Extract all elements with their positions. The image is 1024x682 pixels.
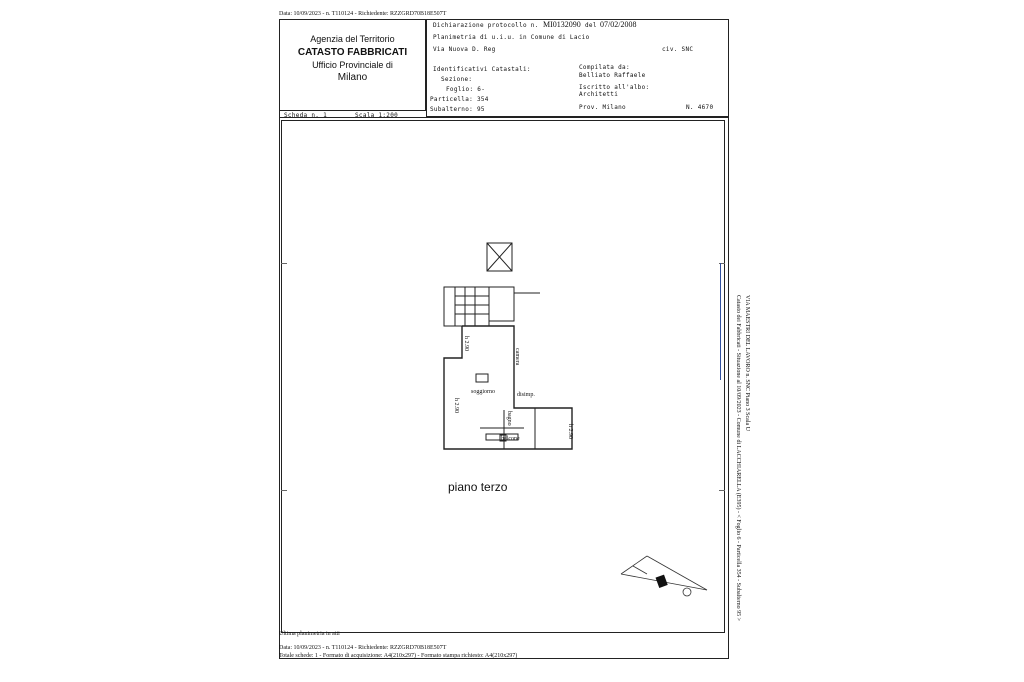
scheda-scale: Scala 1:200 [355, 112, 399, 119]
stairs [444, 287, 489, 326]
compilata-name: Belliato Raffaele [579, 72, 646, 79]
scheda-label: Scheda n. 1 [284, 112, 328, 119]
dim-top: h 2.90 [463, 336, 469, 351]
footer-line-2: Totale schede: 1 - Formato di acquisizione: A4(210x297) - Formato stampa richiesto: A4(210x297) [279, 653, 518, 659]
agency-ufficio: Ufficio Provinciale di [312, 60, 393, 70]
foglio: Foglio: 6- [446, 86, 486, 93]
address: Via Nuova D. Reg [433, 46, 496, 53]
agency-city: Milano [337, 72, 368, 83]
protocol-date-label: del [585, 22, 597, 29]
plan-line: Planimetria di u.i.u. in Comune di Lacio [433, 34, 590, 41]
side-text-line-2: VIA MAESTRI DEL LAVORO n. SNC Piano 3 Scala U [744, 295, 750, 431]
protocol-number: MI0132090 [543, 20, 581, 29]
room-soggiorno: soggiorno [471, 389, 495, 395]
room-camera: camera [514, 348, 520, 366]
footer-line-1: Data: 10/09/2023 - n. T110124 - Richiedente: RZZGRD70B18E507T [279, 645, 447, 651]
floor-label: piano terzo [448, 480, 508, 494]
room-balcone: balcone [501, 436, 520, 442]
room-disimp: disimp. [517, 392, 535, 398]
subalterno: Subalterno: 95 [430, 106, 485, 113]
north-arrow-icon [617, 552, 712, 602]
protocol-date: 07/02/2008 [600, 20, 637, 29]
prov: Prov. Milano [579, 104, 626, 111]
n-number: N. 4670 [686, 104, 714, 111]
dim-left: h 2.90 [453, 398, 459, 413]
particella: Particella: 354 [430, 96, 489, 103]
side-text-line-1: Catasto dei Fabbricati - Situazione al 10/09/2023 - Comune di LACCHIARELLA (E395) - < Foglio 6 - Particella 354 - Subalterno 95 > [735, 295, 741, 622]
civ: civ. SNC [662, 46, 694, 53]
room-bagno: bagno [506, 411, 512, 426]
agency-catasto: CATASTO FABBRICATI [297, 47, 408, 58]
dim-right: h 2.90 [567, 424, 573, 439]
last-plan-note: Ultima planimetria in atti [279, 631, 340, 637]
iscritto-value: Architetti [579, 91, 619, 98]
protocol-prefix: Dichiarazione protocollo n. [433, 22, 539, 29]
agency-name: Agenzia del Territorio [310, 34, 395, 44]
iscritto-label: Iscritto all'albo: [579, 84, 650, 91]
ident-title: Identificativi Catastali: [433, 66, 531, 73]
sezione: Sezione: [441, 76, 473, 83]
top-meta-line: Data: 10/09/2023 - n. T110124 - Richiedente: RZZGRD70B18E507T [279, 11, 447, 17]
compilata-label: Compilata da: [579, 64, 630, 71]
